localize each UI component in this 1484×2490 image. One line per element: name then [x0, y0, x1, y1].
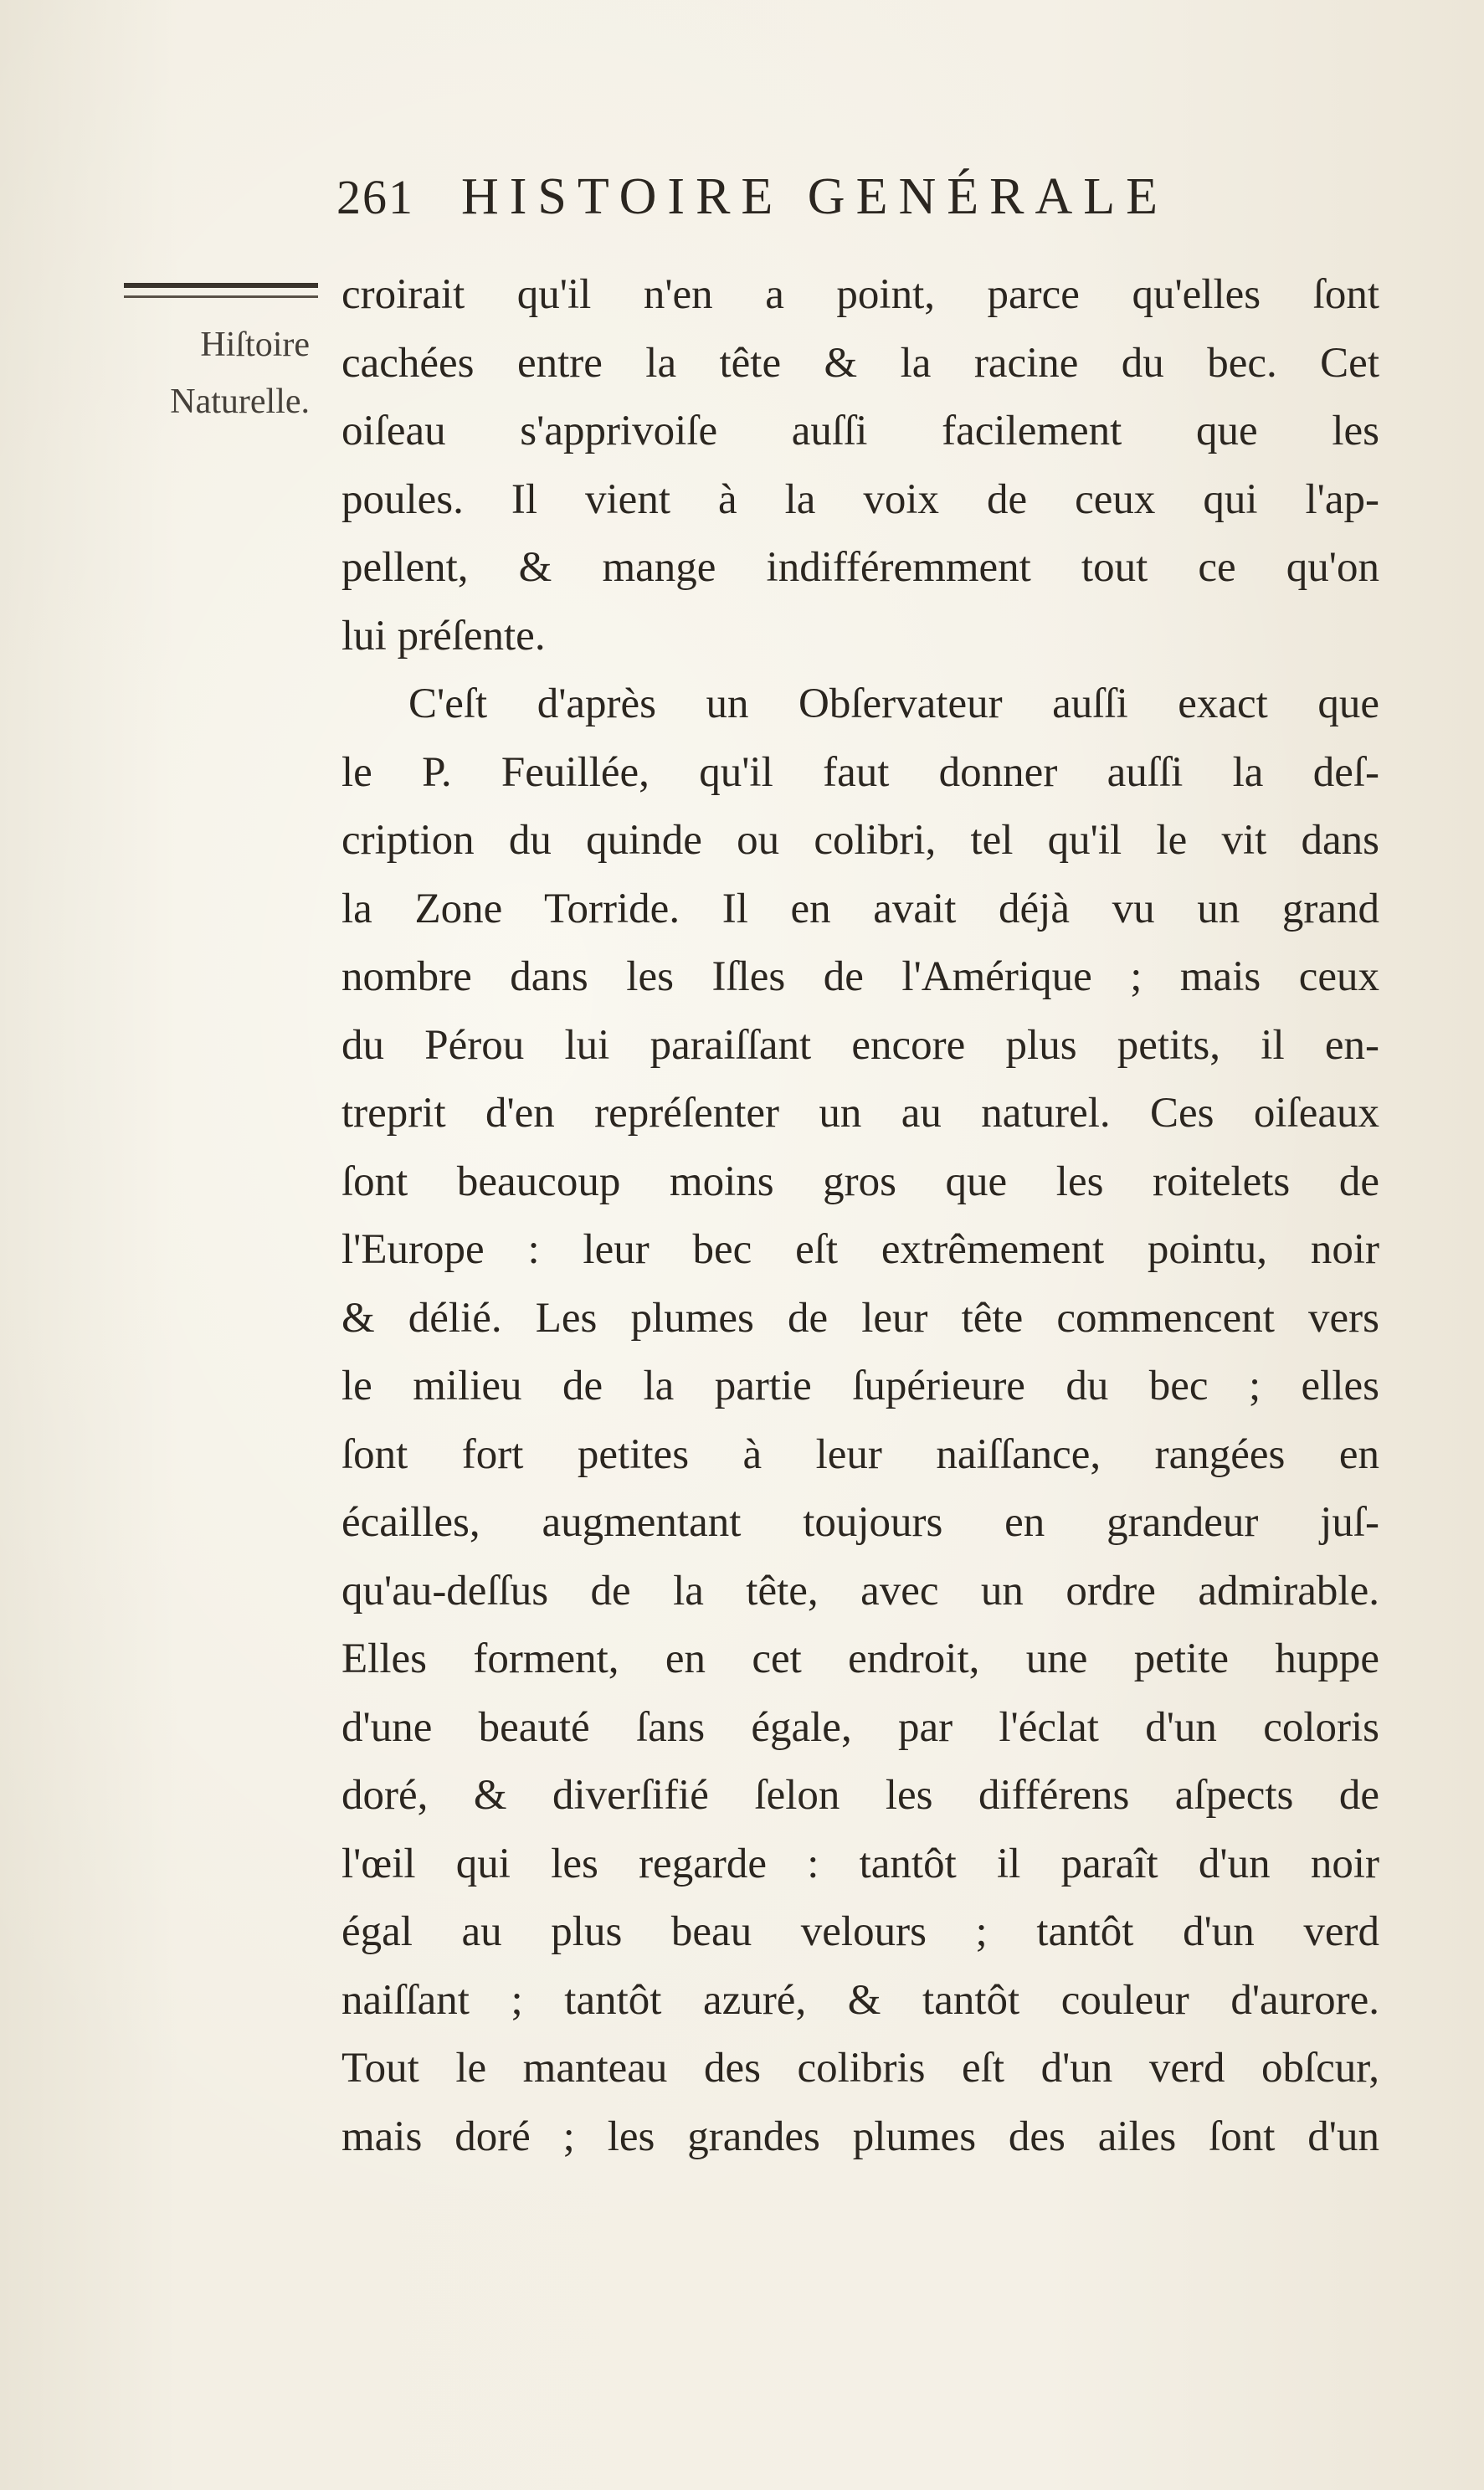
text-line: & délié. Les plumes de leur tête commencent vers — [341, 1294, 1379, 1342]
text-line: écailles, augmentant toujours en grandeur juſ- — [341, 1499, 1379, 1546]
running-title: HISTOIRE GENÉRALE — [461, 168, 1168, 225]
text-line: ſont fort petites à leur naiſſance, rangées en — [341, 1430, 1379, 1478]
text-line: l'œil qui les regarde : tantôt il paraît d'un noir — [341, 1840, 1379, 1887]
text-line: croirait qu'il n'en a point, parce qu'elles ſont — [341, 271, 1379, 318]
text-line: la Zone Torride. Il en avait déjà vu un grand — [341, 885, 1379, 932]
text-line: C'eſt d'après un Obſervateur auſſi exact que — [408, 680, 1379, 727]
text-line: le P. Feuillée, qu'il faut donner auſſi la deſ- — [341, 748, 1379, 796]
text-line: Elles forment, en cet endroit, une petite huppe — [341, 1635, 1379, 1682]
text-line: égal au plus beau velours ; tantôt d'un verd — [341, 1908, 1379, 1955]
margin-rule — [124, 283, 318, 298]
text-line: naiſſant ; tantôt azuré, & tantôt couleur d'aurore. — [341, 1976, 1379, 2024]
text-line: d'une beauté ſans égale, par l'éclat d'un coloris — [341, 1703, 1379, 1751]
body-text — [341, 261, 1379, 2171]
text-line: du Pérou lui paraiſſant encore plus petits, il en- — [341, 1021, 1379, 1069]
text-line: doré, & diverſifié ſelon les différens aſpects de — [341, 1772, 1379, 1819]
text-line: cachées entre la tête & la racine du bec. Cet — [341, 339, 1379, 387]
margin-note — [100, 316, 310, 430]
page-header — [336, 167, 1391, 243]
text-line: treprit d'en repréſenter un au naturel. Ces oiſeaux — [341, 1090, 1379, 1137]
text-line: cription du quinde ou colibri, tel qu'il le vit dans — [341, 817, 1379, 864]
text-line: ſont beaucoup moins gros que les roitelets de — [341, 1158, 1379, 1205]
text-line: pellent, & mange indifféremment tout ce qu'on — [341, 544, 1379, 591]
text-line: qu'au-deſſus de la tête, avec un ordre admirable. — [341, 1567, 1379, 1615]
text-line: poules. Il vient à la voix de ceux qui l'ap- — [341, 475, 1379, 523]
margin-note-line: Hiſtoire — [200, 326, 310, 364]
text-line: lui préſente. — [341, 612, 546, 660]
text-line: mais doré ; les grandes plumes des ailes ſont d'un — [341, 2113, 1379, 2160]
text-line: nombre dans les Iſles de l'Amérique ; mais ceux — [341, 953, 1379, 1000]
text-line: l'Europe : leur bec eſt extrêmement pointu, noir — [341, 1226, 1379, 1273]
text-line: oiſeau s'apprivoiſe auſſi facilement que les — [341, 408, 1379, 454]
page-number: 261 — [336, 170, 414, 224]
text-line: le milieu de la partie ſupérieure du bec ; elles — [341, 1363, 1379, 1409]
text-line: Tout le manteau des colibris eſt d'un verd obſcur, — [341, 2045, 1379, 2092]
margin-note-line: Naturelle. — [170, 382, 310, 421]
